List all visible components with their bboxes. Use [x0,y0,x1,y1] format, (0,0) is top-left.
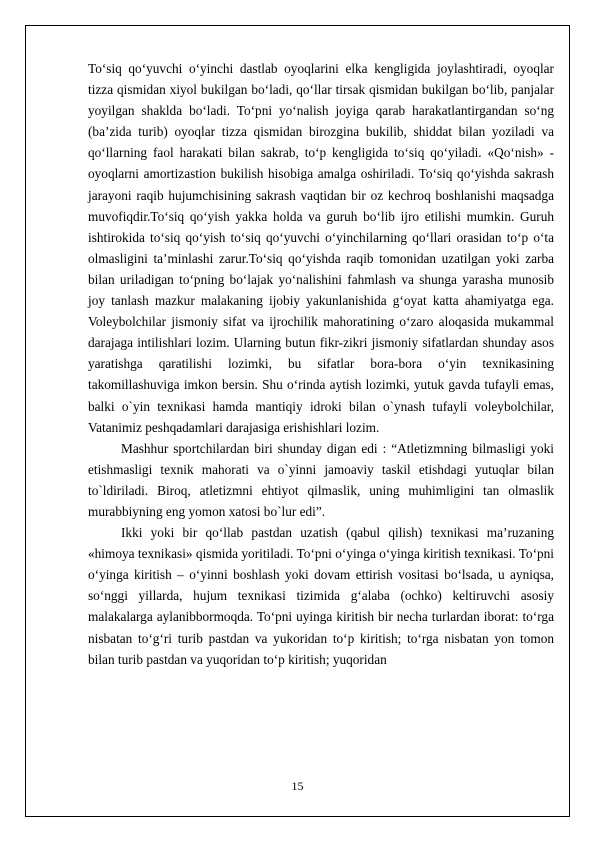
paragraph: To‘siq qo‘yuvchi o‘yinchi dastlab oyoqlarini elka kengligida joylashtiradi, oyoqlar tizza qismidan xiyol bukilgan bo‘ladi, qo‘llar tirsak qismidan bukilgan bo‘lib, panjalar yoyilgan shaklda bo‘ladi. To‘pni yo‘nalish joyiga qarab harakatlantirgandan so‘ng (ba’zida turib) oyoqlar tizza qismidan birozgina bukilib, shiddat bilan yoziladi va qo‘llarning faol harakati bilan sakrab, to‘p kengligida to‘siq qo‘yiladi. «Qo‘nish» - oyoqlarni amortizastion bukilish hisobiga amalga oshiriladi. To‘siq qo‘yishda sakrash jarayoni raqib hujumchisining sakrash vaqtidan bir oz kechroq boshlanishi maqsadga muvofiqdir.To‘siq qo‘yish yakka holda va guruh bo‘lib ijro etilishi mumkin. Guruh ishtirokida to‘siq qo‘yish to‘siq qo‘yuvchi o‘yinchilarning qo‘llari orasidan to‘p o‘ta olmasligini ta’minlashi zarur.To‘siq qo‘yishda raqib tomonidan uzatilgan yoki zarba bilan uriladigan to‘pning bo‘lajak yo‘nalishini fahmlash va shunga yarasha munosib joy tanlash mazkur malakaning ijobiy yakunlanishida g‘oyat katta ahamiyatga ega. Voleybolchilar jismoniy sifat va ijrochilik mahoratining o‘zaro aloqasida mukammal darajaga intilishlari lozim. Ularning butun fikr-zikri jismoniy sifatlardan shunday asos yaratishga qaratilishi lozimki, bu sifatlar bora-bora o‘yin texnikasining takomillashuviga imkon bersin. Shu o‘rinda aytish lozimki, yutuk gavda tufayli emas, balki o`yin texnikasi hamda mantiqiy idroki bilan o`ynash tufayli voleybolchilar, Vatanimiz peshqadamlari darajasiga erishishlari lozim. [88,61,554,435]
paragraph: Mashhur sportchilardan biri shunday digan edi : “Atletizmning bilmasligi yoki etishmasligi texnik mahorati va o`yinni jamoaviy taskil etishdagi yutuqlar bilan to`ldiriladi. Biroq, atletizmni ehtiyot qilmaslik, uning muhimligini tan olmaslik murabbiyning eng yomon xatosi bo`lur edi”. [88,440,554,519]
page-number: 15 [291,779,304,793]
paragraph: Ikki yoki bir qo‘llab pastdan uzatish (qabul qilish) texnikasi ma’ruzaning «himoya texnikasi» qismida yoritiladi. To‘pni o‘yinga o‘yinga kiritish texnikasi. To‘pni o‘yinga kiritish – o‘yinni boshlash yoki dovam ettirish vositasi bo‘lsada, u ayniqsa, so‘nggi yillarda, hujum texnikasi tizimida g‘alaba (ochko) keltiruvchi asosiy malakalarga aylanibbormoqda. To‘pni uyinga kiritish bir necha turlardan iborat: to‘rga nisbatan to‘g‘ri turib pastdan va yukoridan to‘p kiritish; to‘rga nisbatan yon tomon bilan turib pastdan va yuqoridan to‘p kiritish; yuqoridan [88,525,554,667]
document-body [88,58,554,670]
